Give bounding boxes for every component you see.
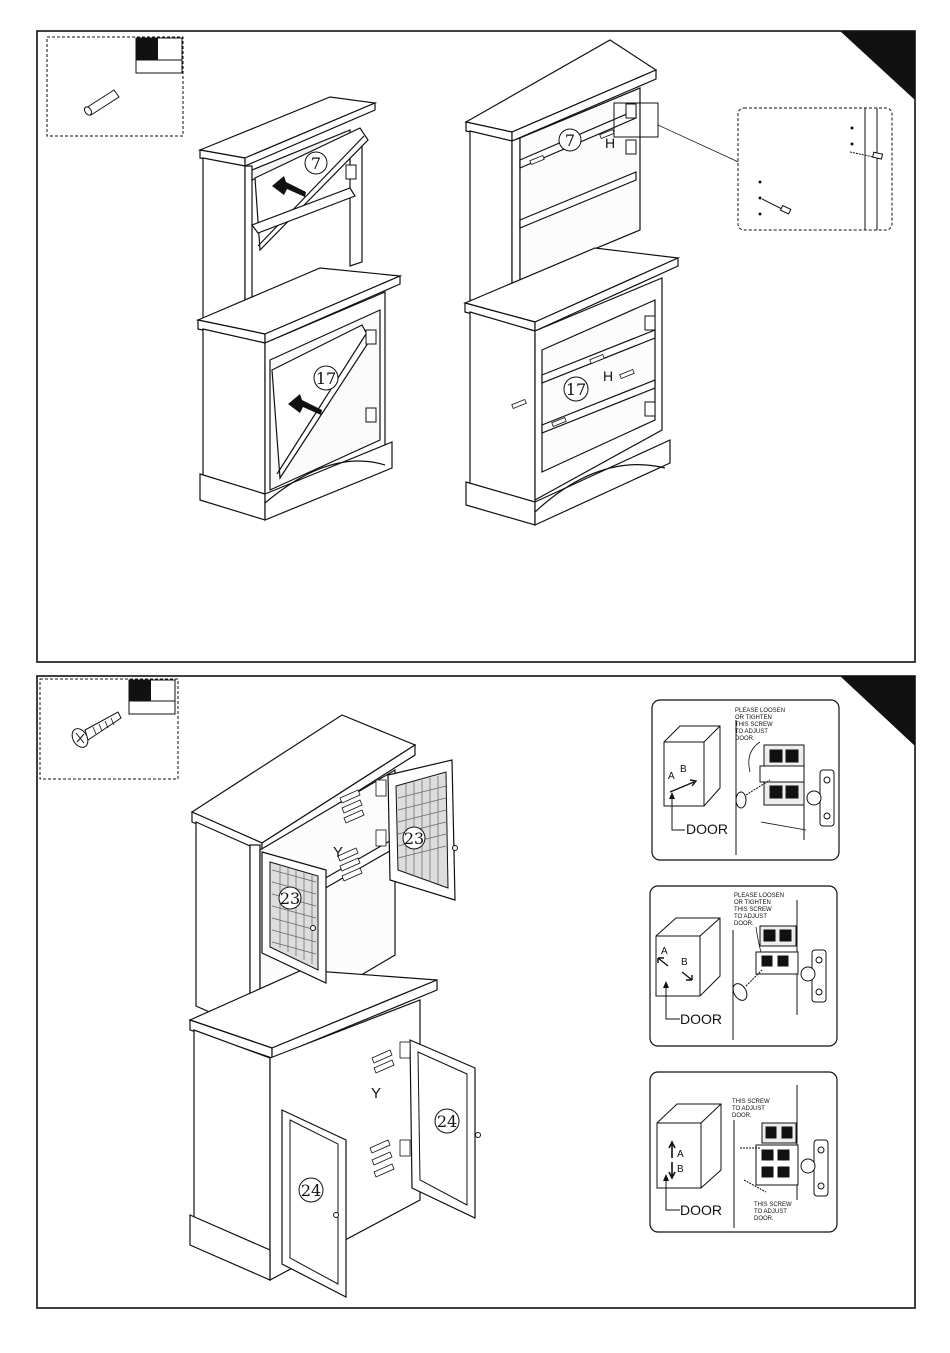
step-2-corner-tab (840, 676, 915, 746)
detail-zoom-shelf-pin (738, 108, 892, 230)
svg-text:THIS SCREW: THIS SCREW (754, 1202, 792, 1208)
step-1-corner-tab (840, 31, 915, 100)
door-label: DOOR (680, 1011, 722, 1027)
door-label: DOOR (680, 1202, 722, 1218)
direction-label-a: A (677, 1149, 684, 1160)
svg-text:DOOR.: DOOR. (754, 1216, 774, 1222)
svg-text:DOOR.: DOOR. (735, 736, 755, 742)
step-1-panel (37, 31, 915, 662)
part-callout-17-left (314, 366, 338, 390)
svg-text:DOOR.: DOOR. (732, 1113, 752, 1119)
part-callout-23-left (279, 887, 301, 909)
part-callout-24-right (435, 1109, 459, 1133)
svg-text:TO ADJUST: TO ADJUST (735, 729, 768, 735)
pin-label-h-top: H (605, 135, 616, 151)
svg-text:OR TIGHTEN: OR TIGHTEN (735, 715, 772, 721)
cabinet-shelves-installed (465, 40, 678, 525)
lower-left-door-24 (282, 1110, 346, 1297)
svg-text:DOOR.: DOOR. (734, 921, 754, 927)
svg-text:THIS SCREW: THIS SCREW (735, 722, 773, 728)
direction-label-b: B (681, 957, 688, 968)
svg-text:TO ADJUST: TO ADJUST (754, 1209, 787, 1215)
direction-label-b: B (677, 1164, 684, 1175)
hinge-adjust-panel-1 (652, 700, 839, 860)
door-label: DOOR (686, 821, 728, 837)
svg-text:OR TIGHTEN: OR TIGHTEN (734, 900, 771, 906)
direction-label-a: A (668, 771, 675, 782)
svg-text:7: 7 (564, 131, 576, 150)
step-2-panel (37, 676, 915, 1308)
part-callout-17-right (564, 377, 588, 401)
dowel-icon (83, 90, 119, 116)
hinge-adjust-panel-2 (650, 886, 837, 1046)
pin-label-h-bottom: H (603, 368, 614, 384)
svg-text:17: 17 (565, 380, 587, 399)
svg-text:24: 24 (436, 1112, 458, 1131)
hinge-adjust-panel-3 (650, 1072, 837, 1232)
direction-label-b: B (680, 764, 687, 775)
svg-text:TO ADJUST: TO ADJUST (732, 1106, 765, 1112)
hinge-label-y-bottom: Y (371, 1085, 382, 1102)
svg-text:PLEASE LOOSEN: PLEASE LOOSEN (734, 893, 785, 899)
part-callout-7-left (305, 152, 327, 174)
part-callout-23-right (403, 827, 425, 849)
part-callout-24-left (299, 1178, 323, 1202)
hardware-box-dowel (47, 37, 183, 136)
svg-text:THIS SCREW: THIS SCREW (734, 907, 772, 913)
cabinet-inserting-shelves (198, 97, 400, 520)
hinge-label-y-top: Y (333, 844, 344, 861)
svg-text:24: 24 (300, 1181, 322, 1200)
svg-text:PLEASE LOOSEN: PLEASE LOOSEN (735, 708, 786, 714)
svg-text:7: 7 (310, 154, 322, 173)
part-callout-7-right (559, 129, 581, 151)
svg-text:17: 17 (315, 369, 337, 388)
svg-text:TO ADJUST: TO ADJUST (734, 914, 767, 920)
screw-icon (69, 712, 121, 750)
hardware-box-screw (40, 679, 178, 779)
svg-text:23: 23 (403, 829, 425, 848)
svg-text:23: 23 (279, 889, 301, 908)
svg-text:THIS SCREW: THIS SCREW (732, 1099, 770, 1105)
direction-label-a: A (661, 946, 668, 957)
